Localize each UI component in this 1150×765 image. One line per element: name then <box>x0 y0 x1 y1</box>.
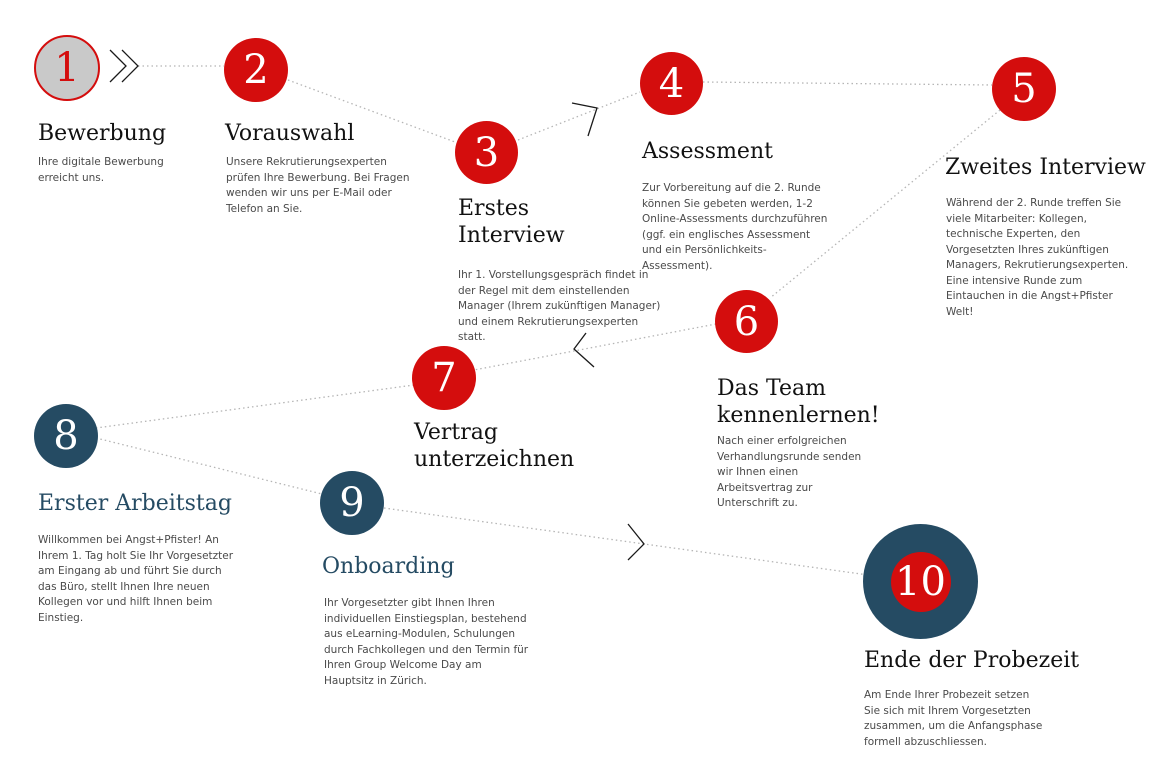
chevron-right-icon <box>572 103 597 136</box>
step-7-circle <box>412 346 476 410</box>
step-3-number: 3 <box>473 129 500 176</box>
step-4-description: Zur Vorbereitung auf die 2. Runde können Sie gebeten werden, 1-2 Online-Assessments durchzuführen (ggf. ein englisches Assessment und ein Persönlichkeits-Assessment). <box>642 182 828 272</box>
step-1-description: Ihre digitale Bewerbung erreicht uns. <box>38 156 164 184</box>
step-9-description: Ihr Vorgesetzter gibt Ihnen Ihren individuellen Einstiegsplan, bestehend aus eLearning-Modulen, Schulungen durch Fachkollegen und den Termin für Ihren Group Welcome Day am Hauptsitz in Zürich. <box>324 597 529 687</box>
step-2-title: Vorauswahl <box>225 121 355 146</box>
step-1-title: Bewerbung <box>38 121 167 146</box>
step-10-circle <box>891 552 951 612</box>
step-2-circle <box>224 38 288 102</box>
step-1-circle <box>34 35 100 101</box>
step-8-description: Willkommen bei Angst+Pfister! An Ihrem 1. Tag holt Sie Ihr Vorgesetzter am Eingang ab und führt Sie durch das Büro, stellt Ihnen Ihre neuen Kollegen vor und hilft Ihnen beim Einstieg. <box>38 534 234 624</box>
step-2-number: 2 <box>243 47 269 93</box>
step-4-title: Assessment <box>642 139 773 164</box>
step-8-circle <box>34 404 98 468</box>
step-6-circle <box>715 290 778 353</box>
step-3-circle <box>455 121 518 184</box>
step-10-outer-circle <box>863 524 978 639</box>
step-1-number: 1 <box>54 45 80 91</box>
step-5-number: 5 <box>1011 66 1037 112</box>
step-3-description: Ihr 1. Vorstellungsgespräch findet in der Regel mit dem einstellenden Manager (Ihrem zukünftigen Manager) und einem Rekrutierungsexperten statt. <box>458 269 661 343</box>
step-7-number: 7 <box>431 355 457 401</box>
step-4-circle <box>640 52 703 115</box>
step-5-description: Während der 2. Runde treffen Sie viele Mitarbeiter: Kollegen, technische Experten, den Vorgesetzten Ihres zukünftigen Managers, Rekrutierungsexperten. Eine intensive Runde zum Eintauchen in die Angst+Pfister Welt! <box>946 197 1129 318</box>
chevron-right-icon <box>122 50 138 82</box>
step-6-title: Das Team kennenlernen! <box>717 376 880 428</box>
step-5-title: Zweites Interview <box>945 155 1146 180</box>
step-10-description: Am Ende Ihrer Probezeit setzen Sie sich mit Ihrem Vorgesetzten zusammen, um die Anfangsphase formell abzuschliessen. <box>864 689 1043 748</box>
step-4-number: 4 <box>658 60 685 107</box>
step-6-number: 6 <box>733 298 760 345</box>
step-10-title: Ende der Probezeit <box>864 648 1080 673</box>
step-7-title: Vertrag unterzeichnen <box>414 420 575 472</box>
step-9-circle <box>320 471 384 535</box>
chevron-right-icon <box>110 50 126 82</box>
step-2-description: Unsere Rekrutierungsexperten prüfen Ihre Bewerbung. Bei Fragen wenden wir uns per E-Mail oder Telefon an Sie. <box>226 156 410 215</box>
step-3-title: Erstes Interview <box>458 196 565 248</box>
step-9-title: Onboarding <box>322 554 455 579</box>
step-9-number: 9 <box>339 480 365 526</box>
step-6-description: Nach einer erfolgreichen Verhandlungsrunde senden wir Ihnen einen Arbeitsvertrag zur Unterschrift zu. <box>717 435 862 509</box>
step-8-number: 8 <box>53 413 79 459</box>
step-10-number: 10 <box>895 558 946 605</box>
step-5-circle <box>992 57 1056 121</box>
step-8-title: Erster Arbeitstag <box>38 491 232 516</box>
